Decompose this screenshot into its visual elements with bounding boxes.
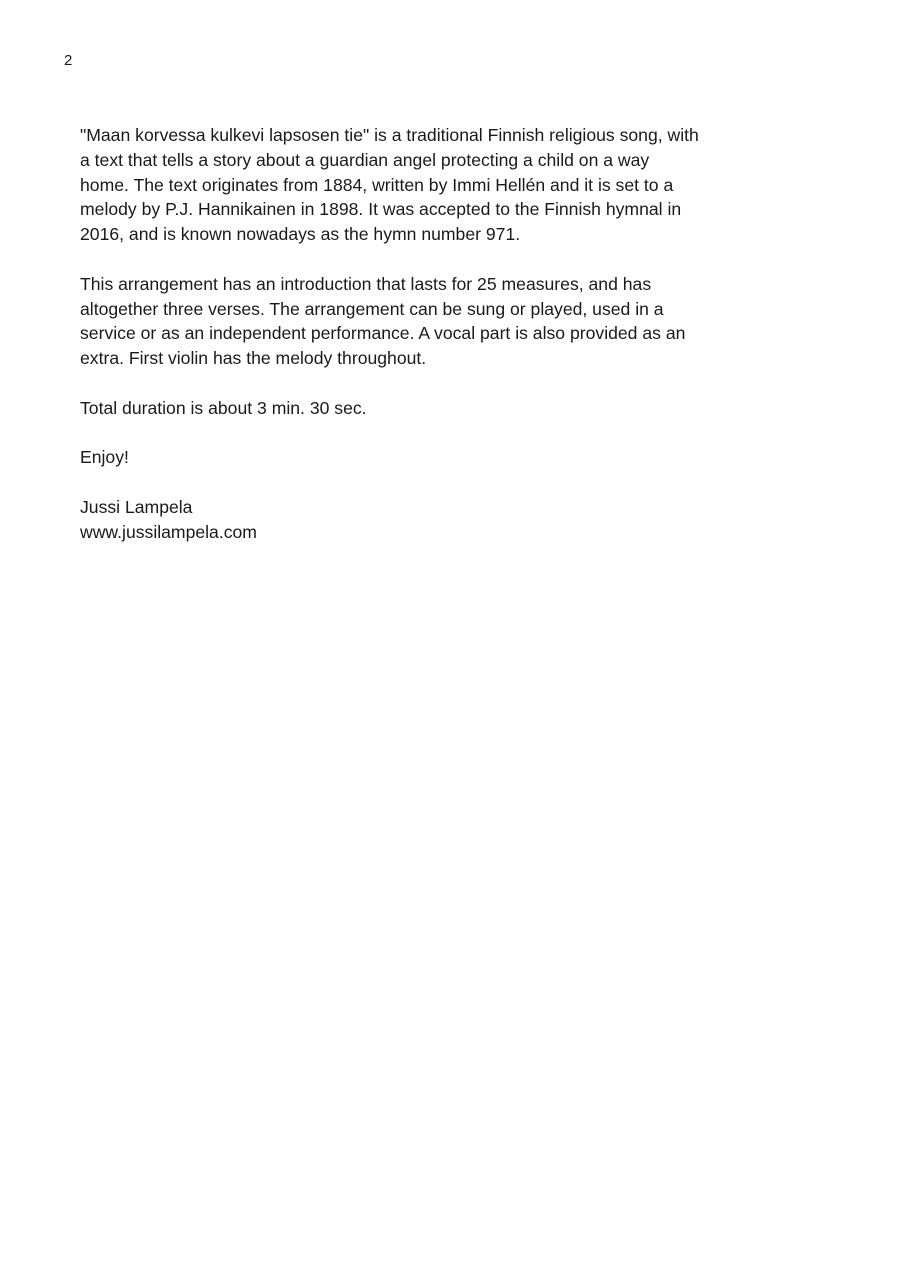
page-number: 2 bbox=[64, 52, 73, 69]
signature-block bbox=[80, 495, 700, 545]
author-name: Jussi Lampela bbox=[80, 496, 193, 517]
document-body bbox=[80, 123, 700, 569]
enjoy-paragraph: Enjoy! bbox=[80, 447, 129, 468]
intro-paragraph: "Maan korvessa kulkevi lapsosen tie" is a traditional Finnish religious song, with a text that tells a story about a guardian angel protecting a child on a way home. The text originates from 1884, written by Immi Hellén and it is set to a melody by P.J. Hannikainen in 1898. It was accepted to the Finnish hymnal in 2016, and is known nowadays as the hymn number 971. bbox=[80, 125, 699, 245]
author-website: www.jussilampela.com bbox=[80, 521, 257, 542]
duration-paragraph: Total duration is about 3 min. 30 sec. bbox=[80, 397, 367, 418]
arrangement-paragraph: This arrangement has an introduction that lasts for 25 measures, and has altogether three verses. The arrangement can be sung or played, used in a service or as an independent performance. A vocal part is also provided as an extra. First violin has the melody throughout. bbox=[80, 273, 686, 369]
